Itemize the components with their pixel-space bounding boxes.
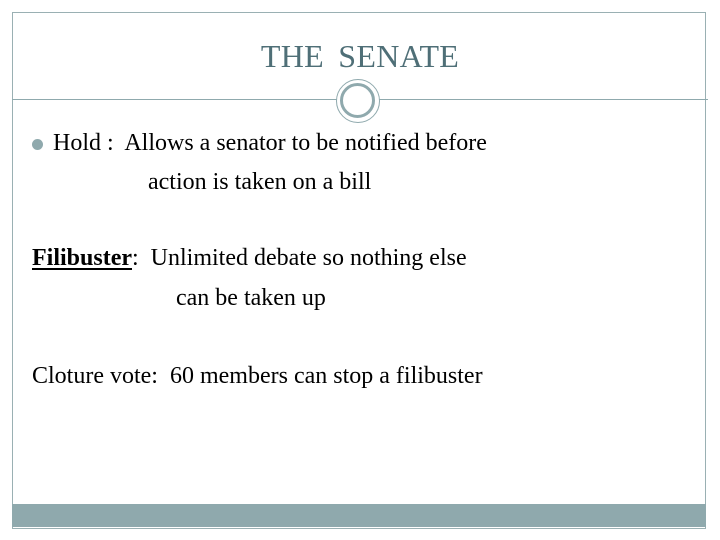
filibuster-definition-line-1 bbox=[32, 243, 467, 273]
hold-definition-line-2: action is taken on a bill bbox=[148, 169, 372, 195]
hold-definition-line-1: Hold : Allows a senator to be notified before bbox=[53, 130, 487, 156]
cloture-vote-line: Cloture vote: 60 members can stop a filibuster bbox=[32, 363, 483, 389]
slide-title: THE SENATE bbox=[260, 38, 460, 74]
ring-ornament-icon bbox=[336, 79, 380, 123]
filibuster-definition-line-2: can be taken up bbox=[176, 285, 326, 311]
filibuster-definition-text: : Unlimited debate so nothing else bbox=[132, 245, 467, 271]
footer-bar bbox=[12, 504, 706, 527]
round-bullet-icon bbox=[32, 139, 43, 150]
filibuster-term: Filibuster bbox=[32, 245, 132, 271]
